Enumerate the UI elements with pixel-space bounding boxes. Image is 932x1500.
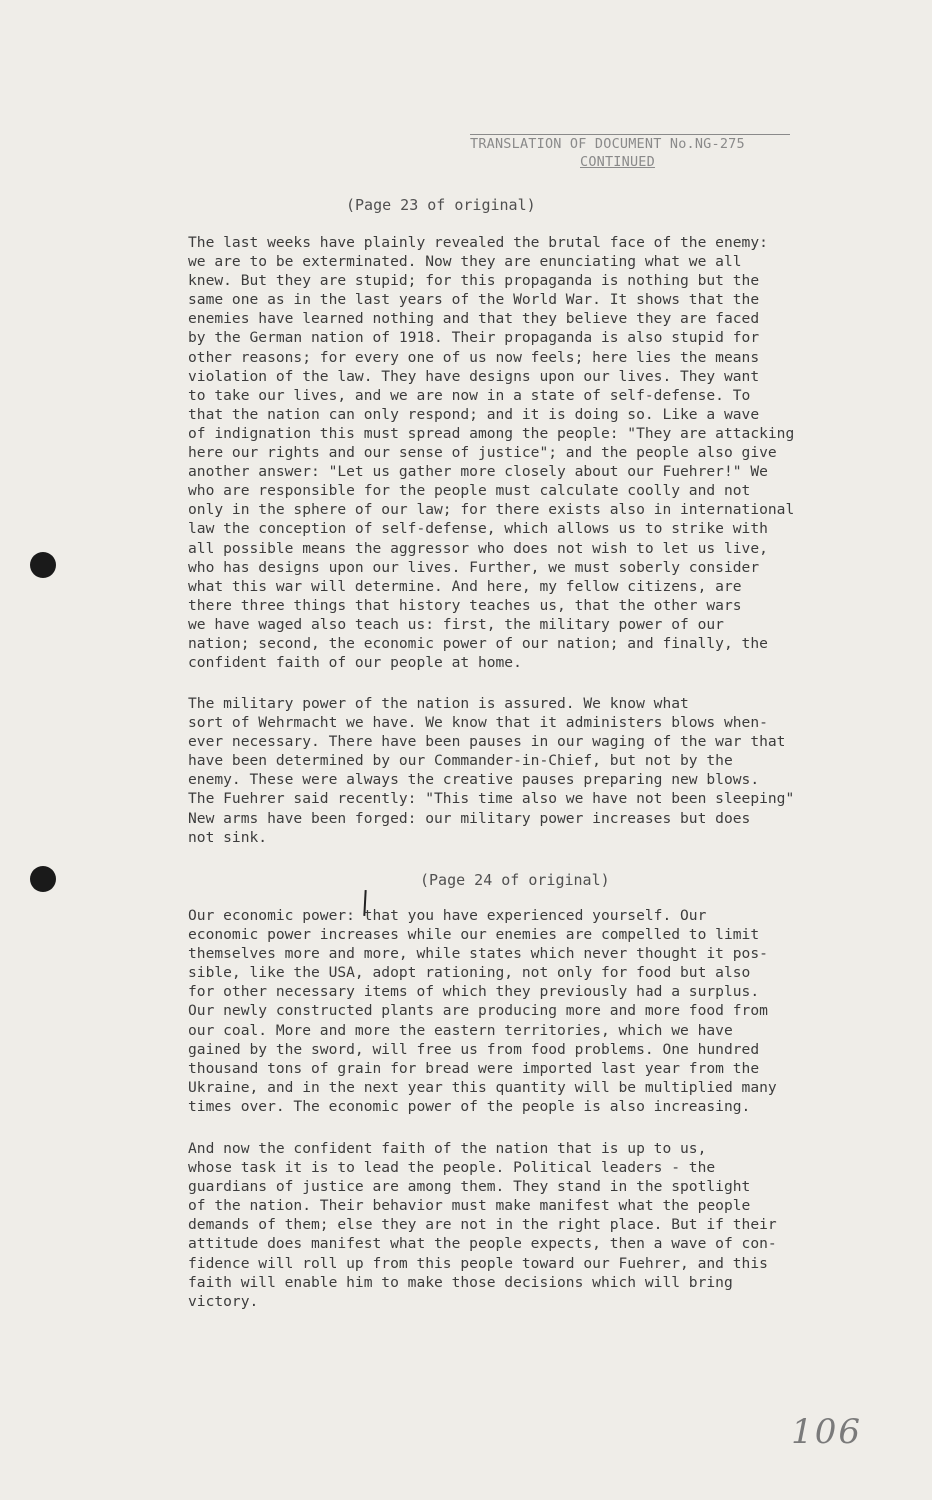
text-line: knew. But they are stupid; for this propaganda is nothing but the xyxy=(188,272,760,290)
page-marker-24: (Page 24 of original) xyxy=(420,871,610,889)
text-line: of the nation. Their behavior must make manifest what the people xyxy=(188,1197,751,1215)
text-line: faith will enable him to make those decisions which will bring xyxy=(188,1273,733,1291)
text-line: nation; second, the economic power of our nation; and finally, the xyxy=(188,634,768,652)
text-line: The Fuehrer said recently: "This time also we have not been sleeping" xyxy=(188,790,795,808)
text-line: demands of them; else they are not in the right place. But if their xyxy=(188,1216,777,1234)
text-line: another answer: "Let us gather more closely about our Fuehrer!" We xyxy=(188,463,768,481)
paragraph-4 xyxy=(188,1139,848,1311)
text-line: The military power of the nation is assured. We know what xyxy=(188,695,689,712)
text-line: times over. The economic power of the people is also increasing. xyxy=(188,1097,751,1115)
text-line: attitude does manifest what the people expects, then a wave of con- xyxy=(188,1235,777,1253)
text-line: have been determined by our Commander-in-Chief, but not by the xyxy=(188,752,733,770)
punch-hole-lower xyxy=(30,866,56,892)
text-line: not sink. xyxy=(188,828,268,846)
page-marker-23: (Page 23 of original) xyxy=(346,196,536,214)
text-line: for other necessary items of which they previously had a surplus. xyxy=(188,983,760,1001)
text-line: what this war will determine. And here, my fellow citizens, are xyxy=(188,577,742,595)
text-line: confident faith of our people at home. xyxy=(188,654,522,672)
text-line: only in the sphere of our law; for there exists also in international xyxy=(188,501,795,519)
text-line: sible, like the USA, adopt rationing, not only for food but also xyxy=(188,964,751,982)
text-line: fidence will roll up from this people toward our Fuehrer, and this xyxy=(188,1254,768,1272)
text-line: law the conception of self-defense, which allows us to strike with xyxy=(188,520,768,538)
text-line: enemies have learned nothing and that they believe they are faced xyxy=(188,310,760,328)
header-title: TRANSLATION OF DOCUMENT No.NG-275 xyxy=(470,134,790,152)
text-line: enemy. These were always the creative pauses preparing new blows. xyxy=(188,771,760,789)
text-line: we have waged also teach us: first, the military power of our xyxy=(188,615,724,633)
text-line: ever necessary. There have been pauses in our waging of the war that xyxy=(188,733,786,751)
paragraph-3 xyxy=(188,906,848,1116)
paragraph-1 xyxy=(188,233,848,672)
document-header xyxy=(470,134,790,170)
text-line: The last weeks have plainly revealed the brutal face of the enemy: xyxy=(188,234,768,251)
text-line: here our rights and our sense of justice"; and the people also give xyxy=(188,444,777,462)
text-line: by the German nation of 1918. Their propaganda is also stupid for xyxy=(188,329,760,347)
text-line: economic power increases while our enemies are compelled to limit xyxy=(188,926,760,944)
header-continued: CONTINUED xyxy=(580,154,655,170)
text-line: our coal. More and more the eastern territories, which we have xyxy=(188,1021,733,1039)
text-line: whose task it is to lead the people. Political leaders - the xyxy=(188,1159,716,1177)
text-line: who are responsible for the people must calculate coolly and not xyxy=(188,482,751,500)
text-line: other reasons; for every one of us now feels; here lies the means xyxy=(188,348,760,366)
text-line: sort of Wehrmacht we have. We know that it administers blows when- xyxy=(188,714,768,732)
text-line: who has designs upon our lives. Further, we must soberly consider xyxy=(188,558,760,576)
text-line: gained by the sword, will free us from food problems. One hundred xyxy=(188,1040,760,1058)
text-line: guardians of justice are among them. They stand in the spotlight xyxy=(188,1178,751,1196)
punch-hole-upper xyxy=(30,552,56,578)
text-line: we are to be exterminated. Now they are enunciating what we all xyxy=(188,253,742,271)
text-line: Our newly constructed plants are producing more and more food from xyxy=(188,1002,768,1020)
text-line: Our economic power: that you have experienced yourself. Our xyxy=(188,907,707,924)
text-line: And now the confident faith of the nation that is up to us, xyxy=(188,1140,707,1157)
text-line: same one as in the last years of the World War. It shows that the xyxy=(188,291,760,309)
text-line: victory. xyxy=(188,1292,259,1310)
text-line: that the nation can only respond; and it is doing so. Like a wave xyxy=(188,405,760,423)
text-line: violation of the law. They have designs upon our lives. They want xyxy=(188,367,760,385)
paragraph-2 xyxy=(188,694,848,847)
text-line: there three things that history teaches us, that the other wars xyxy=(188,596,742,614)
text-line: New arms have been forged: our military power increases but does xyxy=(188,809,751,827)
handwritten-page-number: 106 xyxy=(791,1412,862,1452)
text-line: to take our lives, and we are now in a state of self-defense. To xyxy=(188,386,751,404)
text-line: themselves more and more, while states which never thought it pos- xyxy=(188,945,768,963)
text-line: thousand tons of grain for bread were imported last year from the xyxy=(188,1059,760,1077)
text-line: Ukraine, and in the next year this quantity will be multiplied many xyxy=(188,1078,777,1096)
text-line: all possible means the aggressor who does not wish to let us live, xyxy=(188,539,768,557)
text-line: of indignation this must spread among the people: "They are attacking xyxy=(188,424,795,442)
